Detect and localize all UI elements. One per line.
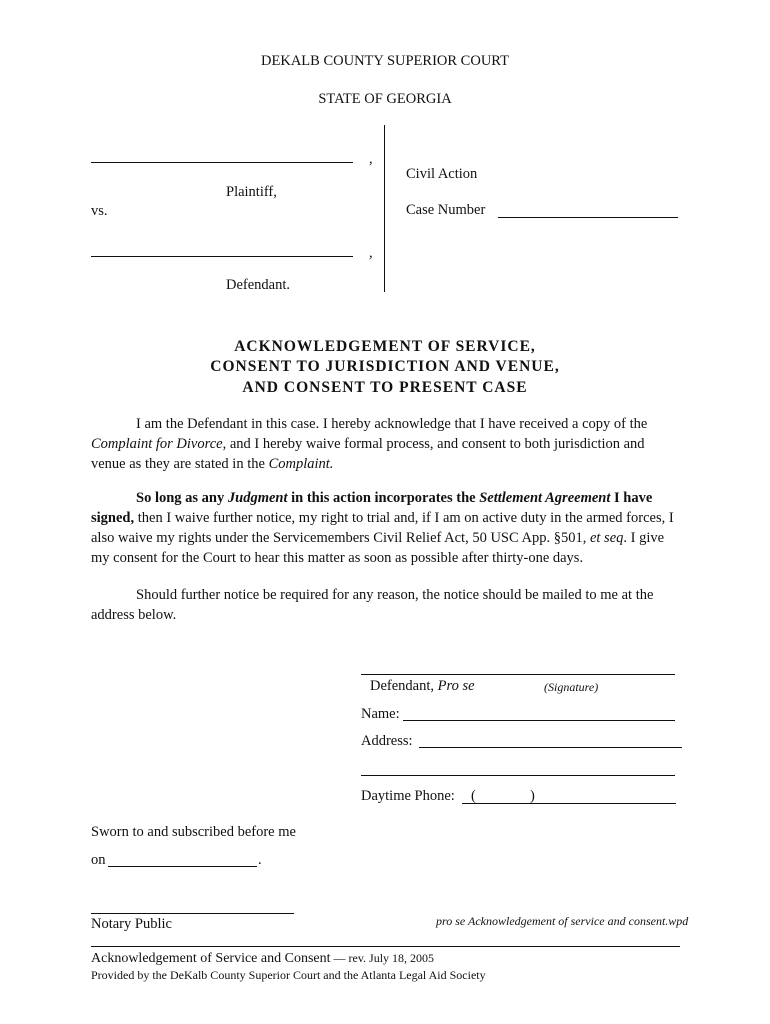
court-name: DEKALB COUNTY SUPERIOR COURT [261, 53, 509, 69]
file-name: pro se Acknowledgement of service and consent.wpd [436, 914, 689, 928]
address-field-line[interactable] [419, 747, 682, 748]
phone-open-paren: ( [471, 788, 476, 804]
vs-label: vs. [91, 203, 108, 219]
footer-rule [91, 946, 680, 947]
plaintiff-name-line[interactable] [91, 162, 353, 163]
on-label: on [91, 852, 106, 868]
footer-doc-title: Acknowledgement of Service and Consent — rev. July 18, 2005 [91, 951, 435, 966]
phone-close-paren: ) [530, 788, 535, 804]
defendant-name-line[interactable] [91, 256, 353, 257]
caption-divider [384, 125, 385, 292]
notary-signature-line[interactable] [91, 913, 294, 914]
title-line-1: ACKNOWLEDGEMENT OF SERVICE, [234, 338, 536, 355]
civil-action-label: Civil Action [406, 166, 478, 182]
case-number-label: Case Number [406, 202, 486, 218]
notary-public-label: Notary Public [91, 916, 172, 932]
plaintiff-label: Plaintiff, [226, 184, 277, 200]
address-label: Address: [361, 733, 413, 749]
defendant-pro-se-label: Defendant, Pro se [370, 678, 475, 694]
title-line-2: CONSENT TO JURISDICTION AND VENUE, [210, 358, 560, 375]
phone-label: Daytime Phone: [361, 788, 455, 804]
name-field-line[interactable] [403, 720, 675, 721]
name-label: Name: [361, 706, 400, 722]
plaintiff-comma: , [369, 151, 373, 167]
defendant-label: Defendant. [226, 277, 291, 293]
paragraph-acknowledgement: I am the Defendant in this case. I hereby acknowledge that I have received a copy of the Complaint for Divorce, and I hereby waive formal process, and consent to both jurisdiction and venue as they are stated in the Complaint. [91, 416, 648, 472]
signature-line[interactable] [361, 674, 675, 675]
notary-date-line[interactable] [108, 866, 257, 867]
notary-date-period: . [258, 852, 262, 868]
address-field-line-2[interactable] [361, 775, 675, 776]
signature-label: (Signature) [544, 680, 599, 694]
paragraph-notice: Should further notice be required for any reason, the notice should be mailed to me at the address below. [91, 587, 654, 623]
defendant-comma: , [369, 245, 373, 261]
footer-provided-by: Provided by the DeKalb County Superior Court and the Atlanta Legal Aid Society [91, 968, 486, 982]
title-line-3: AND CONSENT TO PRESENT CASE [242, 379, 528, 396]
state-name: STATE OF GEORGIA [318, 91, 452, 107]
sworn-text: Sworn to and subscribed before me [91, 824, 296, 840]
case-number-line[interactable] [498, 217, 678, 218]
phone-field-line[interactable] [462, 803, 676, 804]
paragraph-waiver: So long as any Judgment in this action incorporates the Settlement Agreement I have signed, then I waive further notice, my right to trial and, if I am on active duty in the armed forces, I also waive my rights under the Servicemembers Civil Relief Act, 50 USC App. §501, et seq. I give my consent for the Court to hear this matter as soon as possible after thirty-one days. [91, 490, 674, 566]
